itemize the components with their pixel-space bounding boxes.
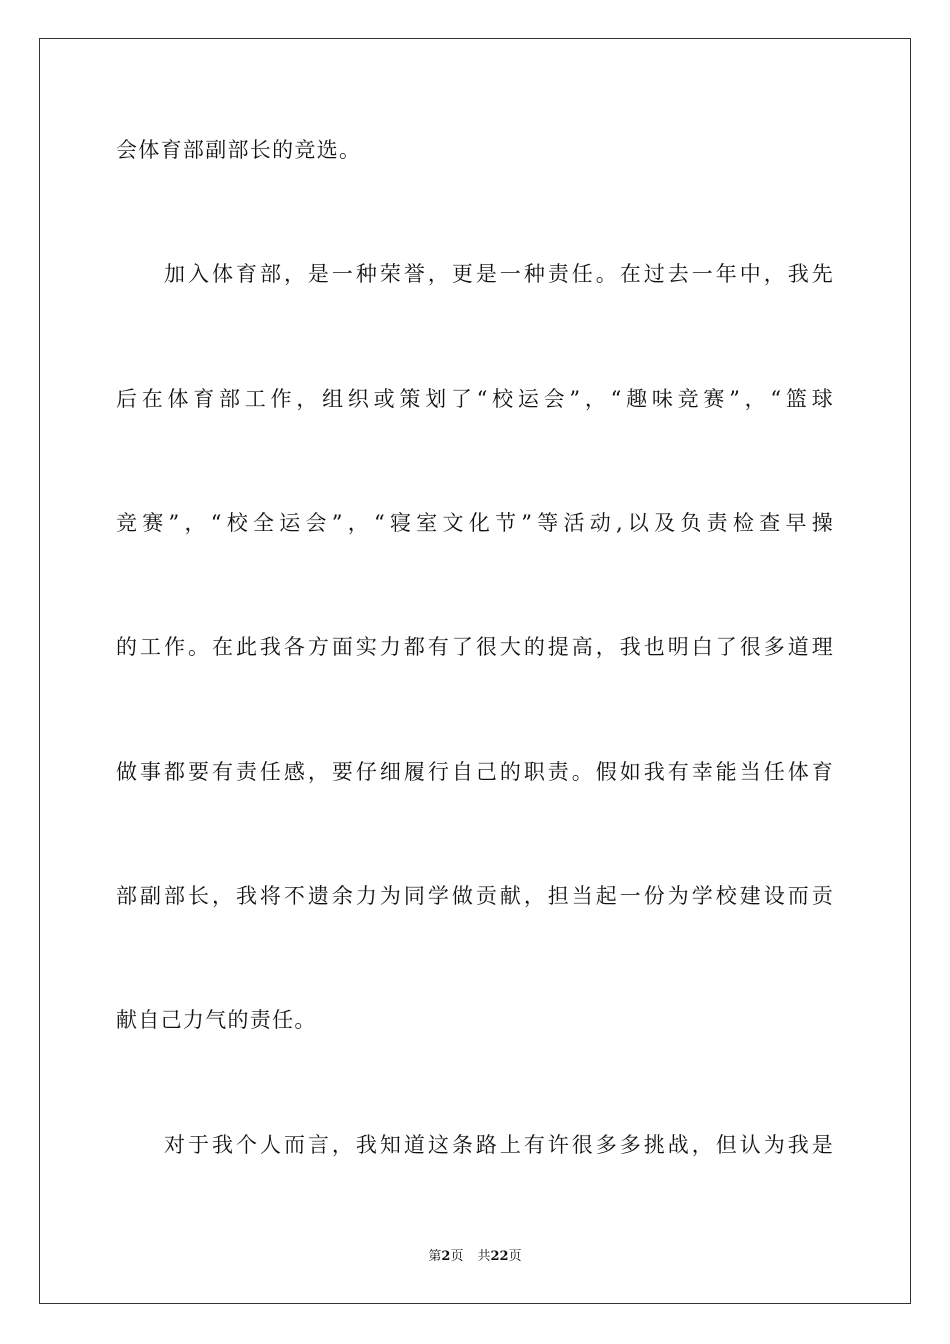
page-footer (0, 1248, 950, 1266)
paragraph-line-8: 献自己力气的责任。 (116, 1008, 317, 1032)
footer-page-suffix: 页 (450, 1249, 464, 1264)
paragraph-line-6: 做事都要有责任感，要仔细履行自己的职责。假如我有幸能当任体育 (116, 760, 834, 784)
footer-total-number: 22 (490, 1249, 509, 1264)
paragraph-line-4: 竞赛”，“校全运会”，“寝室文化节”等活动,以及负责检查早操 (116, 511, 834, 535)
paragraph-line-1: 会体育部副部长的竞选。 (116, 138, 362, 162)
paragraph-line-3: 后在体育部工作，组织或策划了“校运会”，“趣味竞赛”，“篮球 (116, 387, 834, 411)
paragraph-line-2: 加入体育部，是一种荣誉，更是一种责任。在过去一年中，我先 (164, 262, 834, 286)
footer-page-number: 2 (441, 1249, 451, 1264)
footer-total-suffix: 页 (508, 1249, 522, 1264)
paragraph-line-9: 对于我个人而言，我知道这条路上有许很多多挑战，但认为我是 (164, 1133, 834, 1157)
paragraph-line-5: 的工作。在此我各方面实力都有了很大的提高，我也明白了很多道理 (116, 635, 834, 659)
page-border (39, 38, 911, 1304)
footer-page-prefix: 第 (428, 1249, 442, 1264)
footer-total-prefix: 共 (477, 1249, 491, 1264)
paragraph-line-7: 部副部长，我将不遗余力为同学做贡献，担当起一份为学校建设而贡 (116, 884, 834, 908)
